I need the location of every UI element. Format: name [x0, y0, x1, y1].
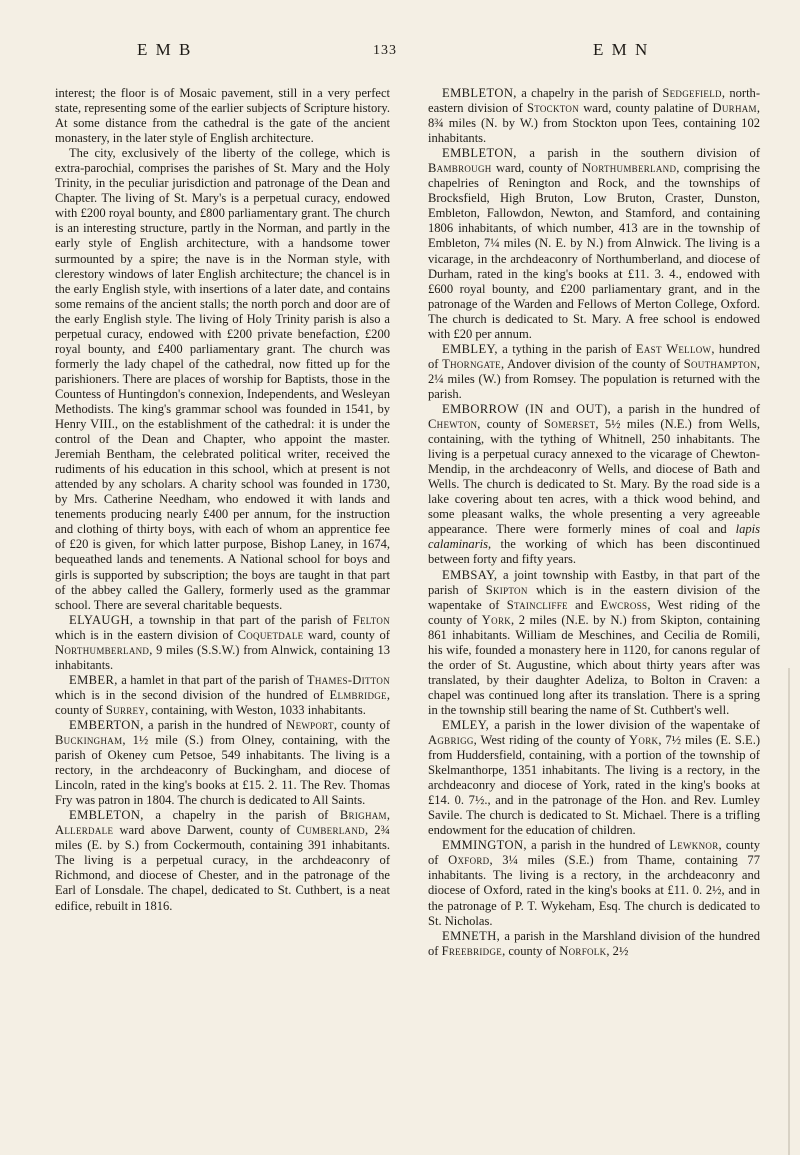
entry-headword: EMBLEY,	[442, 341, 498, 356]
entry-text: , 2¼ miles (W.) from Romsey. The population is returned with the parish.	[428, 356, 760, 401]
entry-headword: EMBLETON,	[442, 146, 517, 161]
entry-text: ward, county of	[303, 627, 390, 642]
entry-text: , county of	[502, 943, 560, 958]
entry-text: , 8¾ miles (N. by W.) from Stockton upon Tees, containing 102 inhabitants.	[428, 101, 760, 146]
entry-text: a parish in the hundred of	[611, 401, 760, 416]
place-name: Brigham	[339, 808, 387, 823]
entry-headword: EMBLETON,	[69, 808, 144, 823]
place-name: Southampton	[683, 356, 757, 371]
entry-emberton	[55, 718, 390, 808]
place-name: Northumberland	[55, 642, 150, 657]
place-name: Stockton	[526, 101, 580, 116]
entry-embleton-durham	[428, 86, 760, 146]
entry-text: which is in the eastern division of	[55, 627, 238, 642]
place-name: Elmbridge	[329, 687, 387, 702]
entry-ember	[55, 673, 390, 718]
place-name: Cumberland	[296, 823, 365, 838]
entry-text: , 2 miles (N.E. by N.) from Skipton, containing 861 inhabitants. William de Meschines, and Cecilia de Romili, his wife, founded a monastery here in 1120, for canons regular of the order of St. Augustine, which about thirty years after was translated, by their daughter Adeliza, to Bolton in Craven: a chapel was continued long after its translation. There is a spring in the township still bearing the name of St. Cuthbert's well.	[428, 612, 760, 717]
entry-text: , 2½	[606, 943, 629, 958]
place-name: Staincliffe	[506, 597, 568, 612]
place-name: Allerdale	[55, 823, 114, 838]
place-name: Northumberland	[582, 161, 677, 176]
entry-text: , 7½ miles (E. S.E.) from Huddersfield, containing, with a portion of the township of Skelmanthorpe, 1351 inhabitants. The living is a rectory, in the archdeaconry and diocese of York, rated in the king's books at £14. 0. 7½., and in the patronage of the Hon. and Rev. Lumley Savile. The church is dedicated to St. Michael. There is a trifling endowment for the education of children.	[428, 733, 761, 838]
running-header	[55, 40, 755, 70]
entry-embsay	[428, 568, 760, 718]
entry-embleton-northumberland	[428, 146, 760, 342]
place-name: Surrey	[105, 702, 146, 717]
place-name: Buckingham	[55, 733, 123, 748]
entry-text: a chapelry in the parish of	[143, 808, 340, 823]
entry-text: ward above Darwent, county of	[113, 823, 297, 838]
entry-emneth	[428, 929, 760, 959]
place-name: Lewknor	[669, 838, 719, 853]
entry-text: , county of	[428, 838, 760, 868]
place-name: Skipton	[485, 582, 528, 597]
entry-headword: EMBORROW (IN and OUT),	[442, 401, 612, 416]
place-name: Freebridge	[441, 943, 503, 958]
place-name: Oxford	[448, 853, 490, 868]
place-name: York	[629, 733, 659, 748]
place-name: Bambrough	[428, 161, 492, 176]
page-edge-shadow	[788, 668, 790, 1155]
place-name: Felton	[352, 612, 390, 627]
entry-text: , 5½ miles (N.E.) from Wells, containing, with the tything of Whitnell, 250 inhabitants. The living is a perpetual curacy annexed to the vicarage of Chewton-Mendip, in the archdeaconry of Wells, and diocese of Bath and Wells. The church is dedicated to St. Mary. By the road side is a lake covering about ten acres, with a thick wood behind, and some pleasant walks, the whole presenting a very agreeable appearance. There were formerly mines of coal and	[428, 417, 760, 537]
entry-emley	[428, 718, 760, 838]
entry-text: , 1½ mile (S.) from Olney, containing, with the parish of Okeney cum Petsoe, 549 inhabitants. The living is a rectory, in the archdeaconry of Buckingham, and diocese of Lincoln, rated in the king's books at £15. 2. 11. The Rev. Thomas Fry was patron in 1804. The church is dedicated to All Saints.	[55, 733, 390, 808]
entry-headword: EMBER,	[69, 672, 118, 687]
page-number: 133	[373, 43, 397, 58]
place-name: Somerset	[544, 417, 596, 432]
place-name: Ewcross	[600, 597, 648, 612]
entry-text: a parish in the Marshland division of the hundred of	[428, 928, 760, 958]
entry-text: , hundred of	[428, 341, 760, 371]
entry-text: ward, county palatine of	[579, 101, 713, 116]
entry-text: , north-eastern division of	[428, 86, 761, 116]
place-name: Sedgefield	[662, 86, 722, 100]
entry-text: a hamlet in that part of the parish of	[117, 672, 307, 687]
place-name: Chewton	[428, 417, 478, 432]
entry-elyaugh	[55, 613, 390, 673]
entry-text: a joint township with Eastby, in that part of the parish of	[428, 567, 760, 597]
entry-text: , West riding of the county of	[473, 733, 630, 748]
entry-text: , county of	[55, 687, 390, 717]
entry-headword: ELYAUGH,	[69, 612, 134, 627]
place-name: Coquetdale	[237, 627, 304, 642]
entry-text: a parish in the hundred of	[526, 838, 670, 853]
entry-headword: EMNETH,	[442, 928, 501, 943]
place-name: Thorngate	[442, 356, 501, 371]
entry-text: ,	[386, 808, 390, 823]
entry-text: , county of	[477, 417, 545, 432]
entry-text: a tything in the parish of	[497, 341, 636, 356]
entry-text: a parish in the lower division of the wapentake of	[489, 717, 760, 732]
header-left-guideword: E M B	[137, 40, 193, 59]
entry-text: , Andover division of the county of	[500, 356, 684, 371]
place-name: Agbrigg	[428, 733, 474, 748]
entry-text: ward, county of	[491, 161, 583, 176]
right-column	[428, 86, 760, 959]
entry-text: , 3¼ miles (S.E.) from Thame, containing 77 inhabitants. The living is a rectory, in the archdeaconry and diocese of Oxford, rated in the king's books at £11. 0. 2½, and in the patronage of P. T. Wykeham, Esq. The church is dedicated to St. Nicholas.	[428, 853, 760, 928]
place-name: Newport	[286, 717, 334, 732]
place-name: Durham	[712, 101, 757, 116]
entry-text: which is in the second division of the hundred of	[55, 687, 330, 702]
entry-emborrow	[428, 402, 760, 568]
entry-embley	[428, 342, 760, 402]
entry-text: and	[567, 597, 601, 612]
entry-paragraph: interest; the floor is of Mosaic pavement, still in a very perfect state, representing some of the earlier subjects of Scripture history. At some distance from the cathedral is the gate of the ancient monastery, in the later style of English architecture.	[55, 86, 390, 146]
entry-headword: EMBSAY,	[442, 567, 498, 582]
entry-paragraph: The city, exclusively of the liberty of the college, which is extra-parochial, comprises the parishes of St. Mary and the Holy Trinity, in the peculiar jurisdiction and patronage of the Dean and Chapter. The living of St. Mary's is a perpetual curacy, endowed with £200 royal bounty, and £800 parliamentary grant. The church is an interesting structure, partly in the Norman, and partly in the early style of English architecture, with a handsome tower surmounted by a spire; the nave is in the Norman style, with clerestory windows of later English architecture; the chancel is in the early English style, with insertions of a later date, and contains some remains of the ancient stalls; the north porch and door are of the early English style. The living of Holy Trinity parish is also a perpetual curacy, endowed with £200 private benefaction, £200 royal bounty, and £400 parliamentary grant. The church was formerly the lady chapel of the cathedral, now fitted up for the parishioners. There are places of worship for Baptists, those in the Countess of Huntingdon's connexion, Independents, and Wesleyan Methodists. The king's grammar school was founded in 1541, by Henry VIII., on the establishment of the cathedral: it is under the control of the Dean and Chapter, who appoint the master. Jeremiah Bentham, the celebrated political writer, received the rudiments of his education in this school, which at present is not attended by any scholars. A charity school was founded in 1730, by Mrs. Catherine Needham, who endowed it with lands and tenements producing nearly £400 per annum, for the instruction and clothing of thirty boys, with each of whom an apprentice fee of £20 is given, for which latter purpose, Bishop Laney, in 1674, bequeathed lands and tenements. A National school for boys and girls is supported by subscription; the boys are taught in that part of the abbey called the Gallery, formerly used as the grammar school. There are several charitable bequests.	[55, 146, 390, 612]
entry-text: a township in that part of the parish of	[133, 612, 353, 627]
entry-headword: EMBERTON,	[69, 717, 144, 732]
italic-term: lapis calaminaris	[428, 522, 760, 552]
entry-text: , the working of which has been discontinued between forty and fifty years.	[428, 537, 760, 567]
entry-headword: EMLEY,	[442, 717, 490, 732]
place-name: Thames-Ditton	[306, 672, 390, 687]
entry-emmington	[428, 838, 760, 928]
entry-text: , comprising the chapelries of Renington and Rock, and the townships of Brocksfield, High Bruton, Low Bruton, Craster, Dunston, Embleton, Fallowdon, Newton, and Stamford, and containing 1806 inhabitants, of which number, 413 are in the township of Embleton, 7¼ miles (N. E. by N.) from Alnwick. The living is a vicarage, in the archdeaconry of Northumberland, and diocese of Durham, rated in the king's books at £11. 3. 4., endowed with £600 royal bounty, and £200 parliamentary grant, and in the patronage of the Warden and Fellows of Merton College, Oxford. The church is dedicated to St. Mary. A free school is endowed with £20 per annum.	[428, 161, 760, 341]
entry-embleton-cumberland	[55, 808, 390, 913]
entry-headword: EMBLETON,	[442, 86, 517, 100]
entry-text: , 2¾ miles (E. by S.) from Cockermouth, containing 391 inhabitants. The living is a perpetual curacy, in the archdeaconry of Richmond, and diocese of Chester, and in the patronage of the Earl of Lonsdale. The chapel, dedicated to St. Cuthbert, is a neat edifice, rebuilt in 1816.	[55, 823, 390, 913]
entry-text: , West riding of the county of	[428, 597, 761, 627]
entry-headword: EMMINGTON,	[442, 838, 527, 853]
entry-text: a chapelry in the parish of	[516, 86, 663, 100]
entry-text: , containing, with Weston, 1033 inhabitants.	[145, 702, 366, 717]
header-right-guideword: E M N	[593, 40, 650, 59]
place-name: East Wellow	[635, 341, 712, 356]
place-name: Norfolk	[559, 943, 607, 958]
entry-text: , 9 miles (S.S.W.) from Alnwick, containing 13 inhabitants.	[55, 642, 390, 672]
entry-text: which is in the eastern division of the wapentake of	[428, 582, 760, 612]
place-name: York	[481, 612, 512, 627]
left-column	[55, 86, 390, 914]
entry-text: , county of	[333, 717, 391, 732]
entry-text: a parish in the southern division of	[516, 146, 760, 161]
entry-text: a parish in the hundred of	[143, 717, 287, 732]
